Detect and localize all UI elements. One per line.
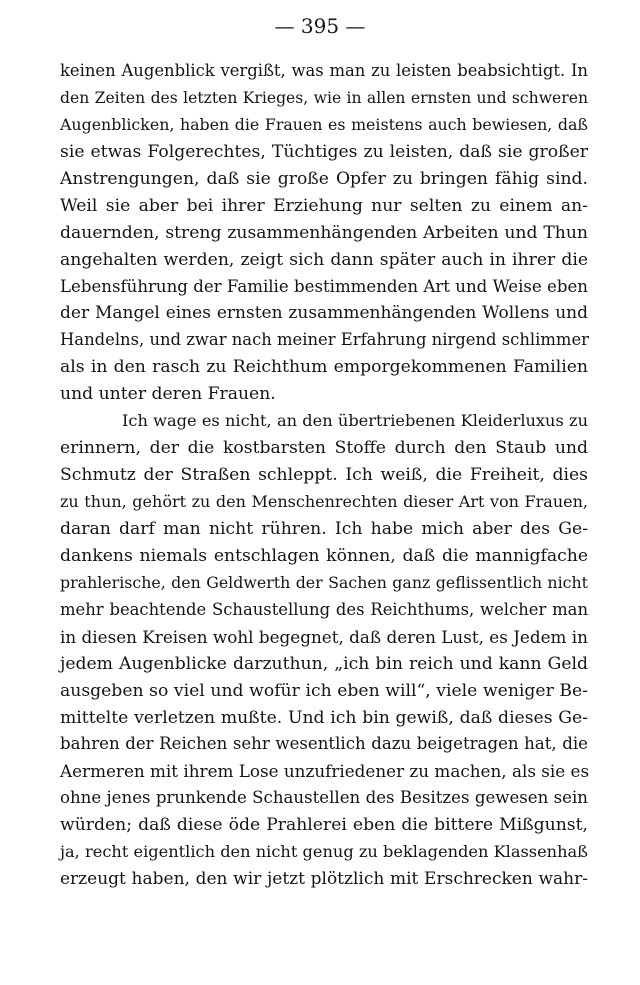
text-line: als in den rasch zu Reichthum emporgekommenen Familien xyxy=(60,357,588,378)
text-line: und unter deren Frauen. xyxy=(60,384,276,405)
text-line: angehalten werden, zeigt sich dann später auch in ihrer die xyxy=(60,249,588,270)
text-line: mehr beachtende Schaustellung des Reichthums, welcher man xyxy=(60,599,588,619)
text-line: zu thun, gehört zu den Menschenrechten dieser Art von Frauen, xyxy=(60,492,588,511)
text-line: ja, recht eigentlich den nicht genug zu beklagenden Klassenhaß xyxy=(60,842,588,862)
text-line: Lebensführung der Familie bestimmenden Art und Weise eben xyxy=(60,276,588,296)
text-line: sie etwas Folgerechtes, Tüchtiges zu leisten, daß sie großer xyxy=(60,141,588,162)
text-line: erinnern, der die kostbarsten Stoffe durch den Staub und xyxy=(60,438,588,459)
text-line: jedem Augenblicke darzuthun, „ich bin reich und kann Geld xyxy=(60,653,588,674)
text-line: würden; daß diese öde Prahlerei eben die bittere Mißgunst, xyxy=(60,815,588,836)
text-line: dauernden, streng zusammenhängenden Arbeiten und Thun xyxy=(60,222,588,243)
text-line: Anstrengungen, daß sie große Opfer zu bringen fähig sind. xyxy=(60,168,588,189)
text-line: daran darf man nicht rühren. Ich habe mich aber des Ge- xyxy=(60,518,588,539)
page-number: — 395 — xyxy=(274,14,366,38)
text-line: erzeugt haben, den wir jetzt plötzlich mit Erschrecken wahr- xyxy=(60,869,588,890)
text-line: Handelns, und zwar nach meiner Erfahrung nirgend schlimmer xyxy=(60,330,589,350)
body-text xyxy=(60,58,588,893)
text-line: den Zeiten des letzten Krieges, wie in allen ernsten und schweren xyxy=(60,88,588,107)
text-line: ohne jenes prunkende Schaustellen des Besitzes gewesen sein xyxy=(60,788,588,808)
text-line: Aermeren mit ihrem Lose unzufriedener zu machen, als sie es xyxy=(60,761,590,782)
text-line: Weil sie aber bei ihrer Erziehung nur selten zu einem an- xyxy=(60,195,588,216)
text-line: Schmutz der Straßen schleppt. Ich weiß, die Freiheit, dies xyxy=(60,465,588,486)
text-line: dankens niemals entschlagen können, daß die mannigfache xyxy=(60,545,588,566)
text-line: Augenblicken, haben die Frauen es meistens auch bewiesen, daß xyxy=(60,114,588,134)
text-line: prahlerische, den Geldwerth der Sachen ganz geflissentlich nicht xyxy=(60,572,588,592)
text-line: der Mangel eines ernsten zusammenhängenden Wollens und xyxy=(60,303,588,324)
text-line: mittelte verletzen mußte. Und ich bin gewiß, daß dieses Ge- xyxy=(60,707,588,728)
text-line: ausgeben so viel und wofür ich eben will“, viele weniger Be- xyxy=(60,680,588,701)
text-line: in diesen Kreisen wohl begegnet, daß deren Lust, es Jedem in xyxy=(60,626,588,647)
text-line: keinen Augenblick vergißt, was man zu leisten beabsichtigt. In xyxy=(60,61,588,80)
text-line: bahren der Reichen sehr wesentlich dazu beigetragen hat, die xyxy=(60,734,588,754)
text-line: Ich wage es nicht, an den übertriebenen Kleiderluxus zu xyxy=(122,411,588,431)
